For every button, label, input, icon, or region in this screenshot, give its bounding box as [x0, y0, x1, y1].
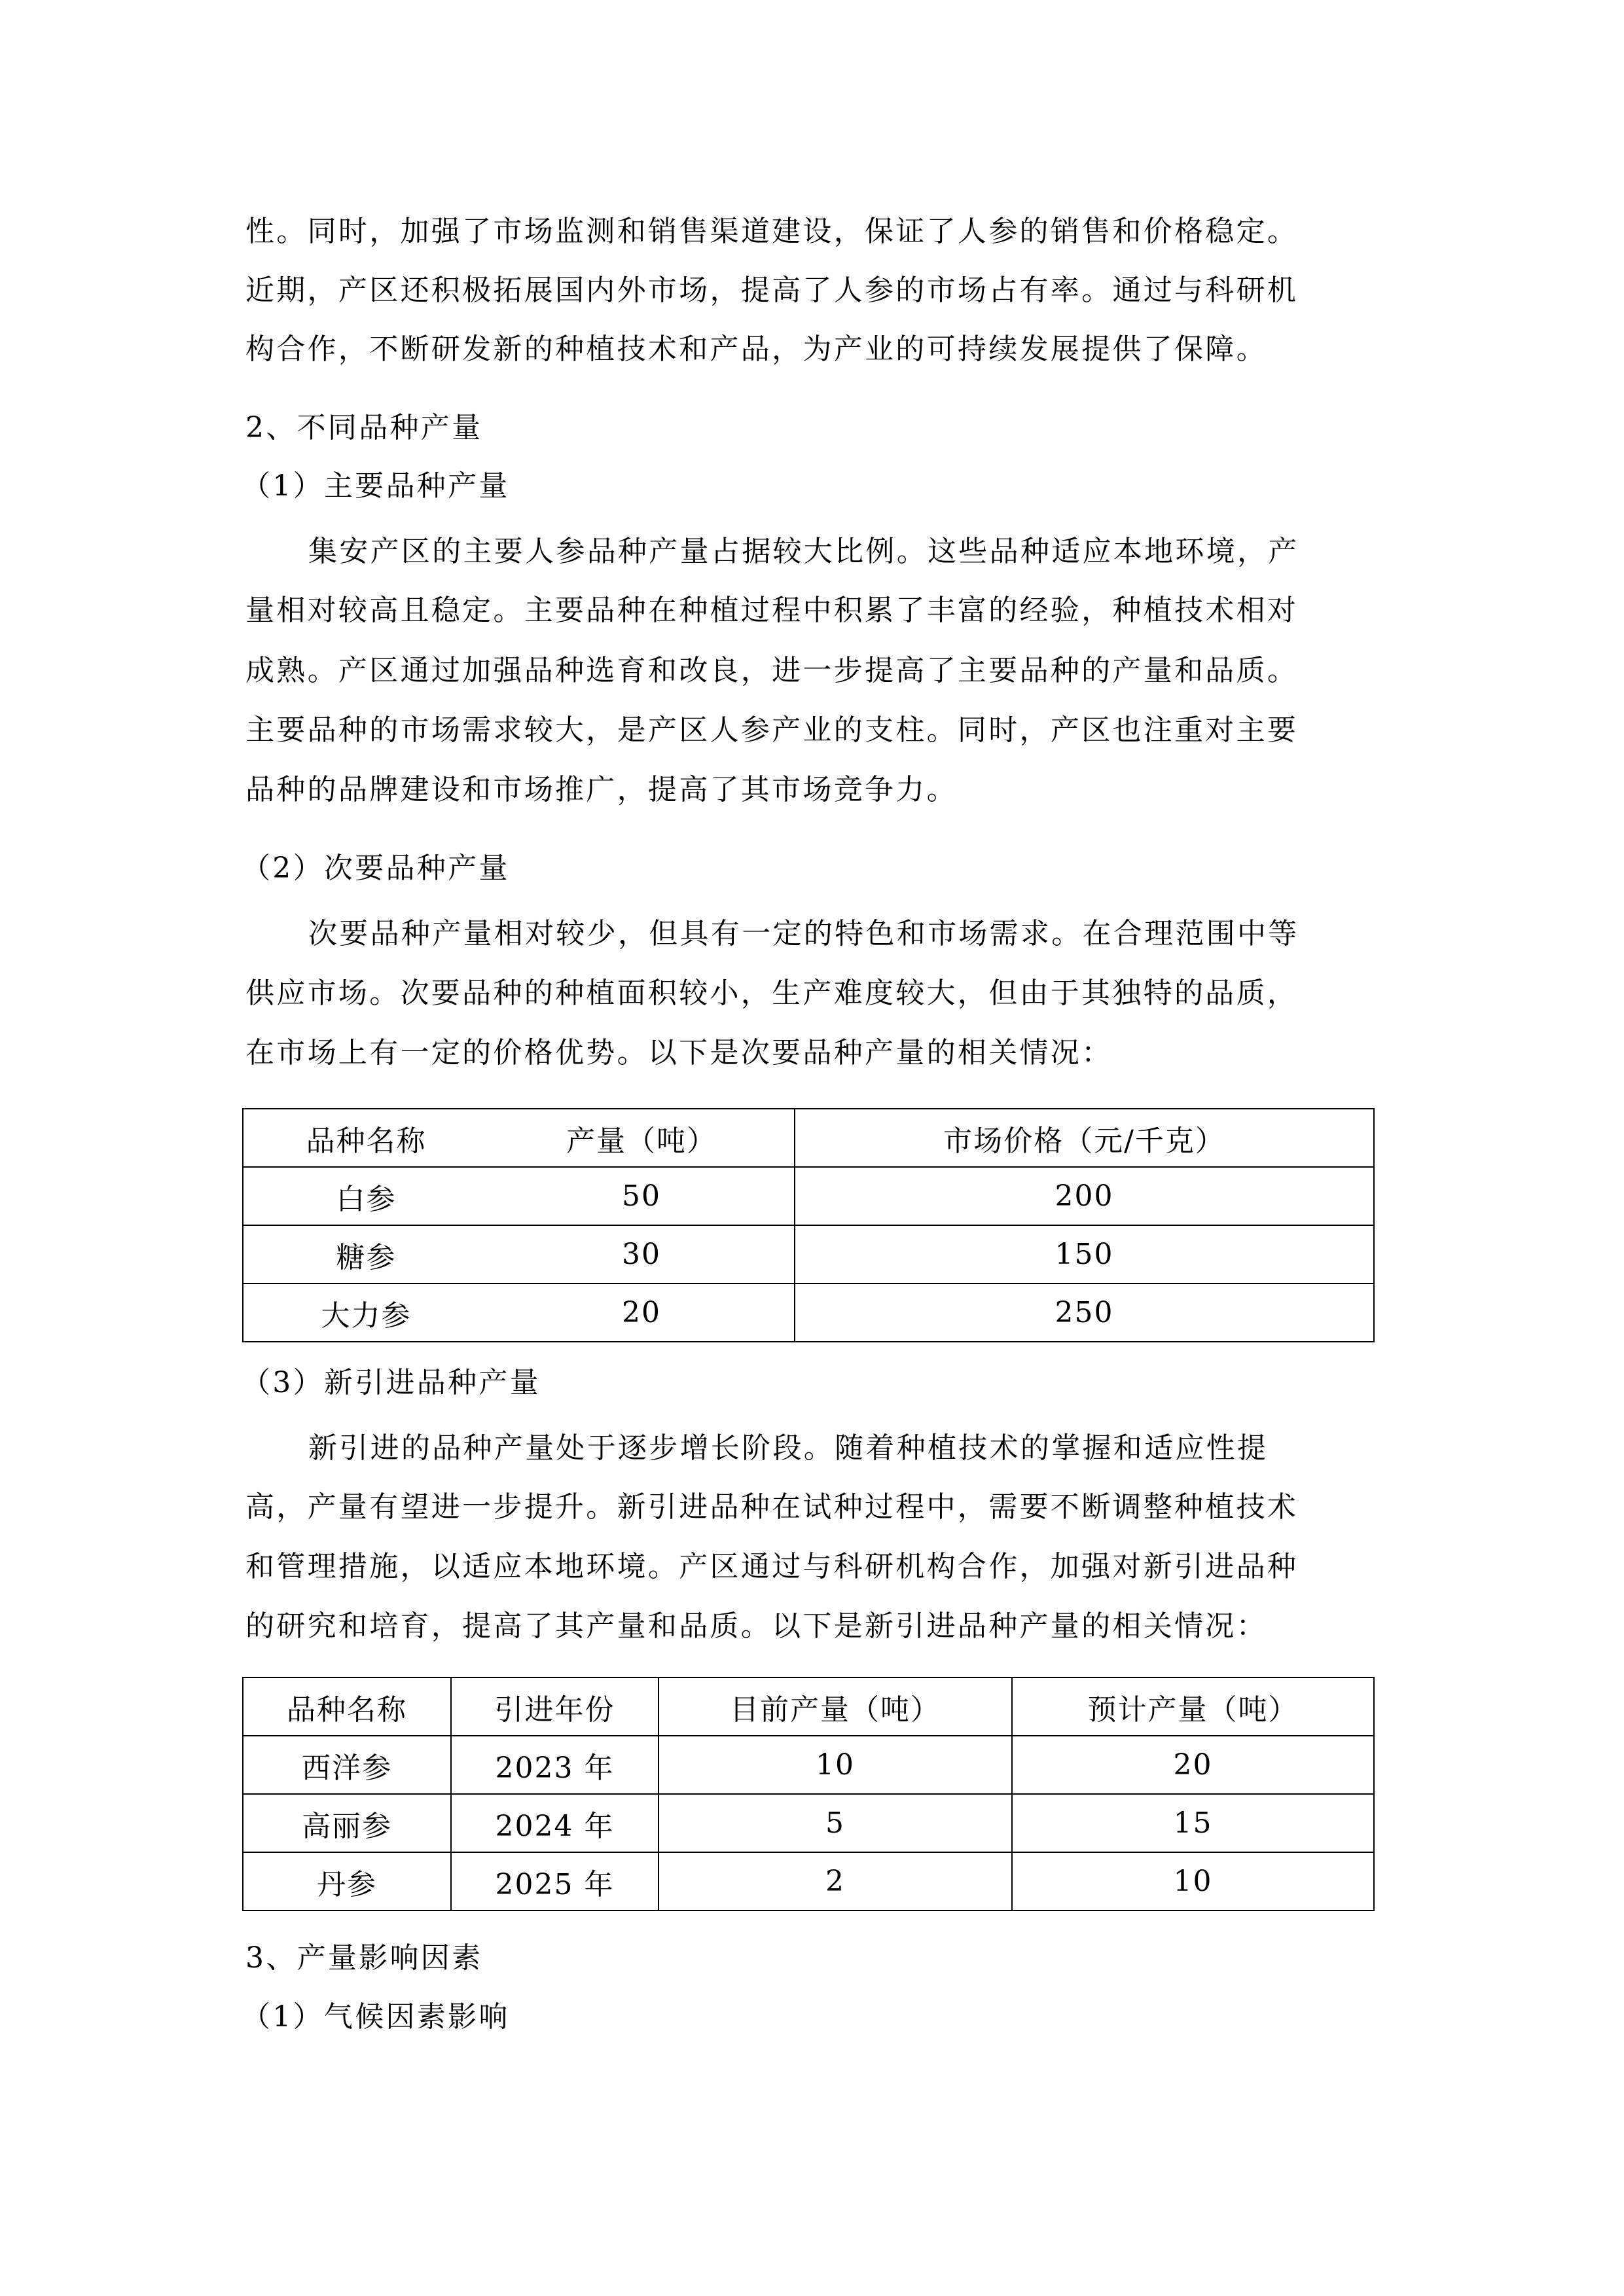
table-cell: 10 [1012, 1852, 1374, 1910]
subsection-heading: （1）气候因素影响 [242, 2000, 510, 2034]
table-cell: 5 [659, 1794, 1012, 1852]
paragraph-line: 集安产区的主要人参品种产量占据较大比例。这些品种适应本地环境，产 [308, 535, 1299, 568]
table-cell: 大力参 [243, 1283, 489, 1342]
table-header-cell: 预计产量（吨） [1012, 1677, 1374, 1736]
paragraph-line: 量相对较高且稳定。主要品种在种植过程中积累了丰富的经验，种植技术相对 [245, 594, 1299, 627]
new-varieties-table [242, 1677, 1375, 1911]
subsection-heading: （1）主要品种产量 [242, 469, 510, 503]
table-row [243, 1736, 1374, 1794]
paragraph-line: 在市场上有一定的价格优势。以下是次要品种产量的相关情况： [245, 1036, 1113, 1069]
paragraph-line: 次要品种产量相对较少，但具有一定的特色和市场需求。在合理范围中等 [308, 917, 1299, 950]
table-cell: 2024 年 [451, 1794, 659, 1852]
minor-varieties-table [242, 1108, 1375, 1342]
table-cell: 20 [1012, 1736, 1374, 1794]
table-cell: 50 [489, 1167, 795, 1225]
table-cell: 2 [659, 1852, 1012, 1910]
table-header-row [243, 1677, 1374, 1736]
paragraph-line: 性。同时，加强了市场监测和销售渠道建设，保证了人参的销售和价格稳定。 [245, 215, 1299, 248]
table-row [243, 1225, 1374, 1283]
table-cell: 高丽参 [243, 1794, 451, 1852]
table-row [243, 1167, 1374, 1225]
paragraph-line: 和管理措施，以适应本地环境。产区通过与科研机构合作，加强对新引进品种 [245, 1550, 1299, 1583]
table-cell: 15 [1012, 1794, 1374, 1852]
table-header-cell: 目前产量（吨） [659, 1677, 1012, 1736]
table-cell: 30 [489, 1225, 795, 1283]
table-cell: 150 [795, 1225, 1374, 1283]
table-cell: 200 [795, 1167, 1374, 1225]
table-row [243, 1283, 1374, 1342]
table-cell: 2023 年 [451, 1736, 659, 1794]
paragraph-line: 新引进的品种产量处于逐步增长阶段。随着种植技术的掌握和适应性提 [308, 1431, 1269, 1465]
paragraph-line: 的研究和培育，提高了其产量和品质。以下是新引进品种产量的相关情况： [245, 1609, 1267, 1643]
table-row [243, 1852, 1374, 1910]
table-header-cell: 品种名称 [243, 1109, 489, 1167]
table-cell: 白参 [243, 1167, 489, 1225]
paragraph-line: 品种的品牌建设和市场推广，提高了其市场竞争力。 [245, 773, 958, 806]
table-cell: 250 [795, 1283, 1374, 1342]
table-cell: 丹参 [243, 1852, 451, 1910]
table-cell: 10 [659, 1736, 1012, 1794]
table-cell: 西洋参 [243, 1736, 451, 1794]
table-cell: 2025 年 [451, 1852, 659, 1910]
paragraph-line: 供应市场。次要品种的种植面积较小，生产难度较大，但由于其独特的品质， [245, 977, 1299, 1010]
section-heading: 2、不同品种产量 [245, 411, 483, 444]
table-header-cell: 品种名称 [243, 1677, 451, 1736]
section-heading: 3、产量影响因素 [245, 1941, 483, 1975]
paragraph-line: 高，产量有望进一步提升。新引进品种在试种过程中，需要不断调整种植技术 [245, 1490, 1299, 1524]
table-row [243, 1794, 1374, 1852]
paragraph-line: 成熟。产区通过加强品种选育和改良，进一步提高了主要品种的产量和品质。 [245, 654, 1299, 687]
subsection-heading: （3）新引进品种产量 [242, 1366, 541, 1399]
table-header-cell: 引进年份 [451, 1677, 659, 1736]
paragraph-line: 主要品种的市场需求较大，是产区人参产业的支柱。同时，产区也注重对主要 [245, 713, 1299, 747]
table-header-cell: 产量（吨） [489, 1109, 795, 1167]
paragraph-line: 构合作，不断研发新的种植技术和产品，为产业的可持续发展提供了保障。 [245, 332, 1267, 366]
paragraph-line: 近期，产区还积极拓展国内外市场，提高了人参的市场占有率。通过与科研机 [245, 274, 1299, 307]
subsection-heading: （2）次要品种产量 [242, 852, 510, 885]
table-header-cell: 市场价格（元/千克） [795, 1109, 1374, 1167]
table-cell: 20 [489, 1283, 795, 1342]
table-cell: 糖参 [243, 1225, 489, 1283]
table-header-row [243, 1109, 1374, 1167]
